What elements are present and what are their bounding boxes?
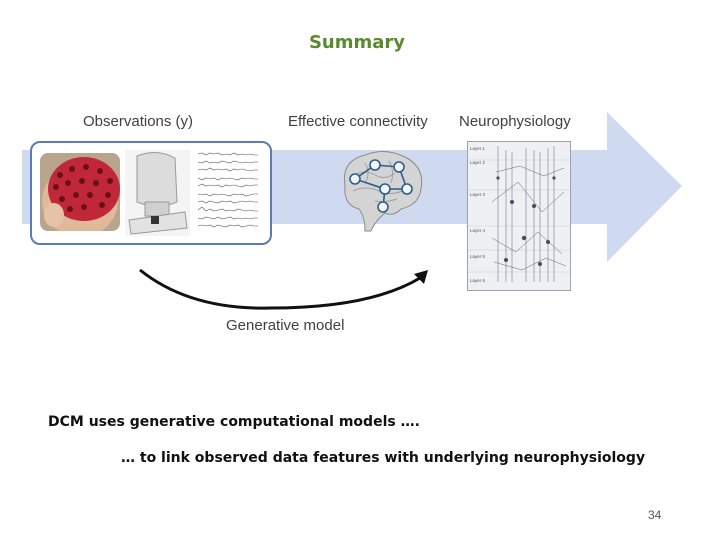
page-number: 34 [648,508,662,522]
layer-label: Layer 6 [470,278,486,283]
layer-label: Layer 5 [470,254,486,259]
effective-connectivity-label: Effective connectivity [288,113,428,130]
generative-model-label: Generative model [226,317,345,334]
layer-label: Layer 3 [470,192,486,197]
page-title: Summary [308,32,406,53]
body-text-line-2: … to link observed data features with underlying neurophysiology [121,450,646,466]
layer-label: Layer 4 [470,228,486,233]
observations-label: Observations (y) [83,113,194,130]
layer-label: Layer 2 [470,160,486,165]
layer-label: Layer 1 [470,146,486,151]
body-text-line-1: DCM uses generative computational models …. [48,414,420,430]
neurophysiology-label: Neurophysiology [459,113,571,130]
